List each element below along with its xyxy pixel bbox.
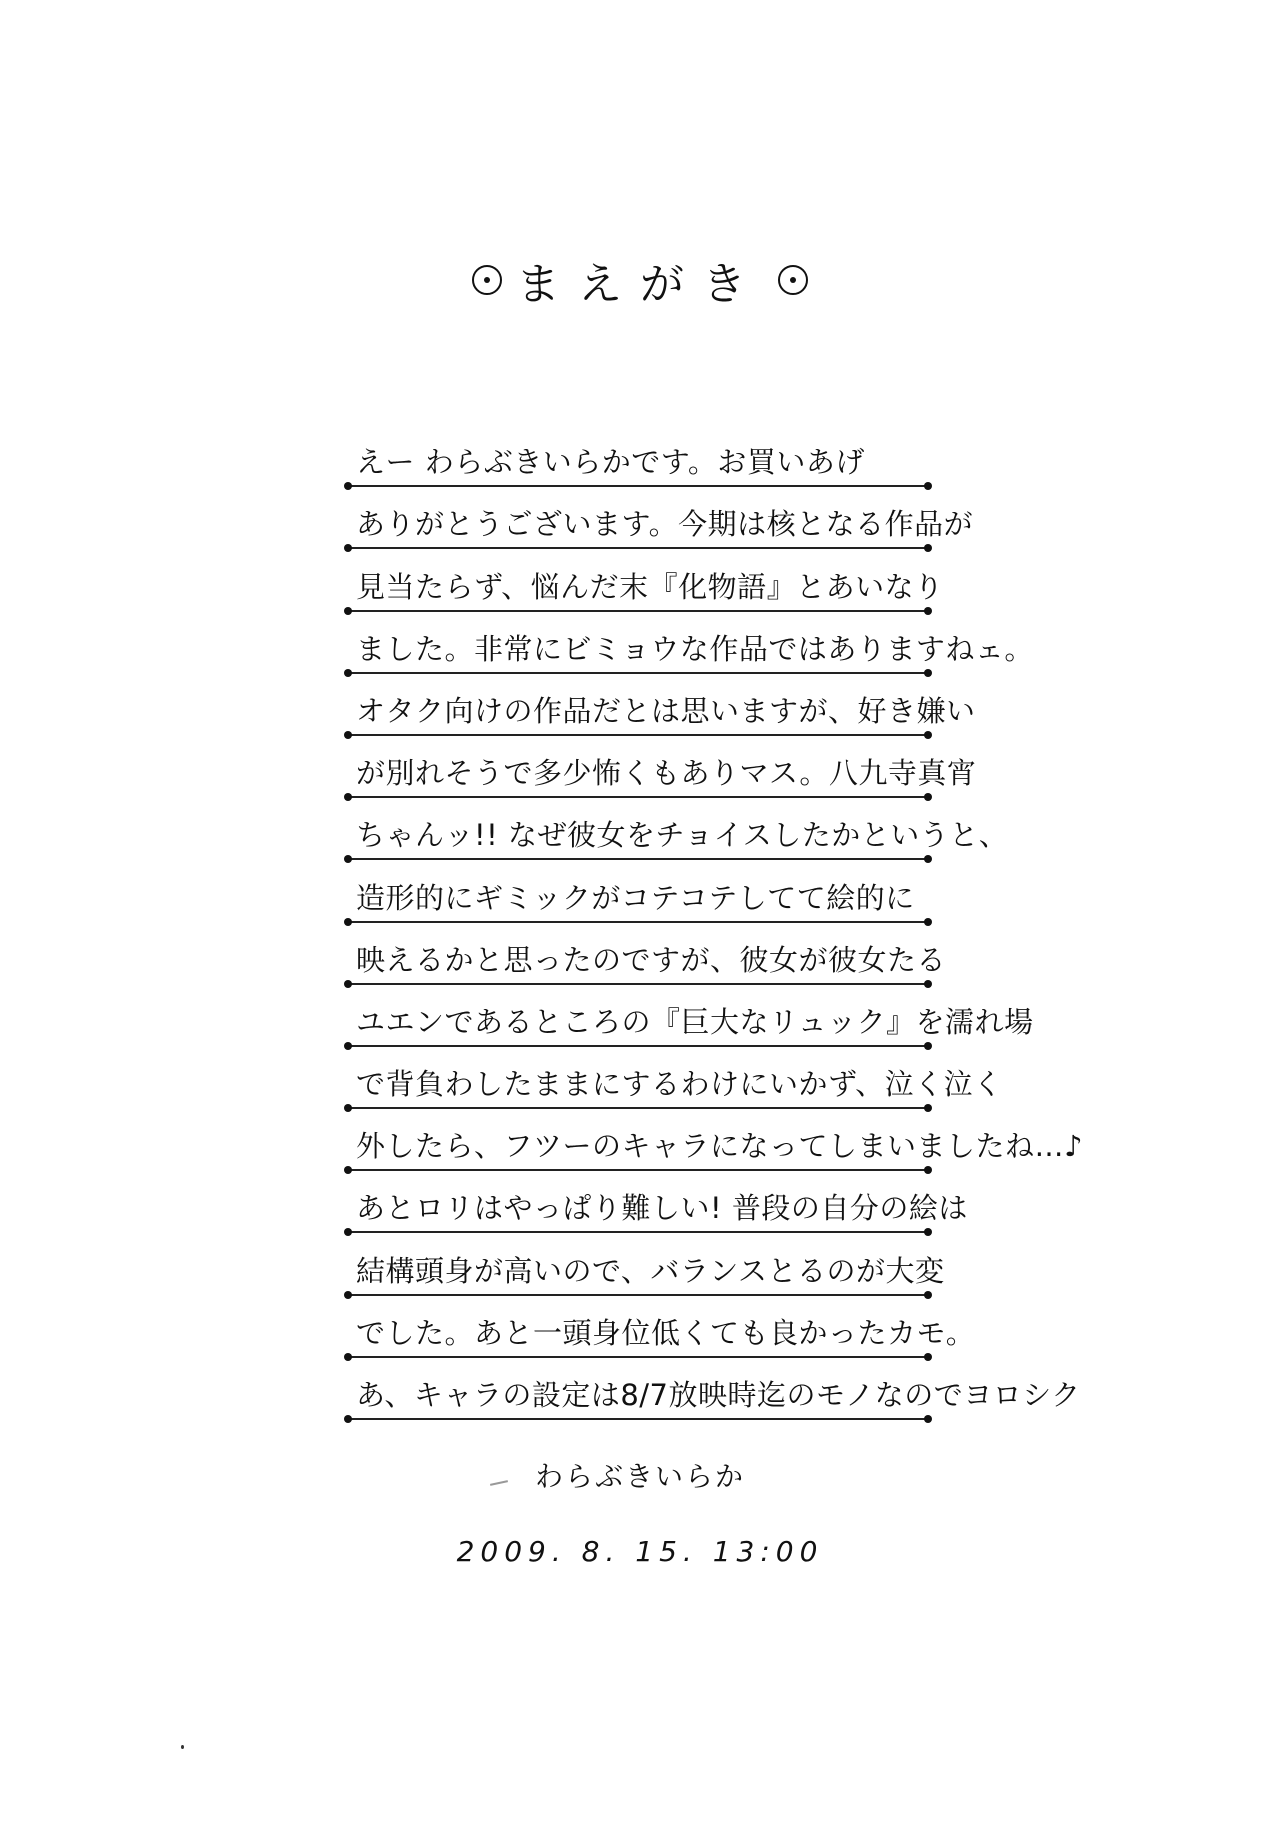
- text-line: あ、キャラの設定は8/7放映時迄のモノなのでヨロシク: [348, 1358, 928, 1420]
- text-line: ユエンであるところの『巨大なリュック』を濡れ場: [348, 985, 928, 1047]
- text-line: 映えるかと思ったのですが、彼女が彼女たる: [348, 923, 928, 985]
- page-title-text: まえがき: [516, 259, 764, 310]
- author-signature: わらぶきいらか: [534, 1460, 745, 1493]
- paper-speck: [181, 1745, 184, 1749]
- text-line: 結構頭身が高いので、バランスとるのが大変: [348, 1233, 928, 1295]
- page-title: [0, 248, 1280, 312]
- text-line: で背負わしたままにするわけにいかず、泣く泣く: [348, 1047, 928, 1109]
- text-line: あとロリはやっぱり難しい! 普段の自分の絵は: [348, 1171, 928, 1233]
- text-line: ちゃんッ!! なぜ彼女をチョイスしたかというと、: [348, 798, 928, 860]
- text-line: えー わらぶきいらかです。お買いあげ: [348, 425, 928, 487]
- text-line: 見当たらず、悩んだ末『化物語』とあいなり: [348, 549, 928, 611]
- text-line: ました。非常にビミョウな作品ではありますねェ。: [348, 612, 928, 674]
- text-line: 造形的にギミックがコテコテしてて絵的に: [348, 860, 928, 922]
- date-stamp: 2009. 8. 15. 13:00: [456, 1535, 824, 1568]
- text-line: でした。あと一頭身位低くても良かったカモ。: [348, 1296, 928, 1358]
- text-line: が別れそうで多少怖くもありマス。八九寺真宵: [348, 736, 928, 798]
- text-line: ありがとうございます。今期は核となる作品が: [348, 487, 928, 549]
- circle-dot-icon: [778, 265, 808, 295]
- text-line: 外したら、フツーのキャラになってしまいましたね…♪: [348, 1109, 928, 1171]
- text-line: オタク向けの作品だとは思いますが、好き嫌い: [348, 674, 928, 736]
- circle-dot-icon: [472, 265, 502, 295]
- ruled-text-block: [348, 425, 1084, 1420]
